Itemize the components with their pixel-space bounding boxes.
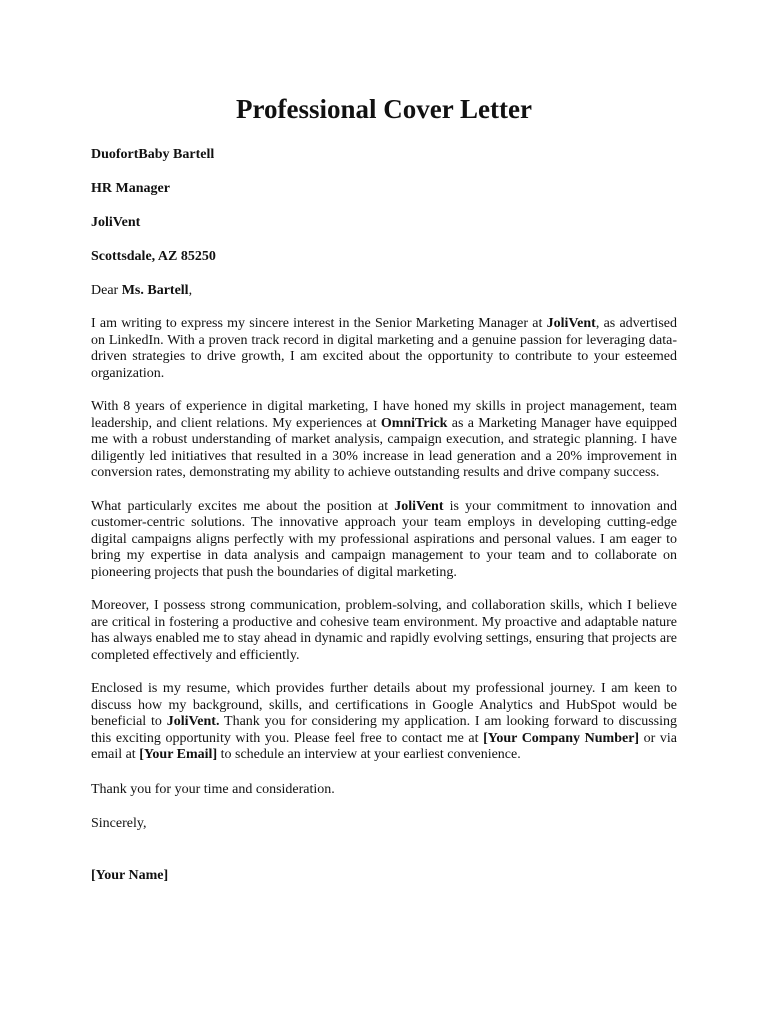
text-run: to schedule an interview at your earliest convenience. [217,747,521,762]
text-run: , as advertised on LinkedIn. With a proven track record in digital marketing and a genuine passion for leveraging data-driven strategies to drive growth, I am excited about the opportunity to contribute to your esteemed organization. [91,316,677,381]
paragraph-experience [91,399,677,482]
text-run: With 8 years of experience in digital marketing, I have honed my skills in project management, team leadership, and client relations. My experiences at [91,399,677,431]
text-run: as a Marketing Manager have equipped me with a robust understanding of market analysis, campaign execution, and strategic planning. I have diligently led initiatives that resulted in a 30% increase in lead generation and a 20% improvement in conversion rates, demonstrating my ability to achieve outstanding results and drive company success. [91,415,677,480]
company-name: JoliVent. [166,714,220,729]
company-name: JoliVent [546,316,596,331]
thanks-line: Thank you for your time and consideration. [91,781,335,797]
text-run: Moreover, I possess strong communication, problem-solving, and collaboration skills, which I believe are critical in fostering a productive and cohesive team environment. My proactive and adaptable nature has always enabled me to stay ahead in dynamic and rapidly evolving settings, ensuring that projects are completed effectively and efficiently. [91,598,677,663]
recipient-role: HR Manager [91,181,170,196]
paragraph-skills [91,598,677,664]
document-title: Professional Cover Letter [236,94,532,124]
recipient-name: DuofortBaby Bartell [91,147,215,162]
recipient-location: Scottsdale, AZ 85250 [91,249,216,264]
salutation [91,282,677,300]
phone-placeholder: [Your Company Number] [483,730,640,746]
paragraph-intro [91,316,677,382]
text-run: What particularly excites me about the position at [91,498,395,514]
signature-placeholder: [Your Name] [91,867,169,883]
paragraph-motivation [91,499,677,582]
text-run: Thank you for considering my application. I am looking forward to discussing this exciting opportunity with you. Please feel free to contact me at [91,714,678,746]
previous-employer: OmniTrick [380,415,448,431]
signoff: Sincerely, [91,815,147,831]
company-name: JoliVent [394,498,444,514]
salutation-name: Ms. Bartell [121,283,189,298]
text-run: I am writing to express my sincere interest in the Senior Marketing Manager at [91,316,547,331]
email-placeholder: [Your Email] [139,747,218,762]
text-run: Enclosed is my resume, which provides further details about my professional journey. I am keen to discuss how my background, skills, and certifications in Google Analytics and HubSpot would be beneficial to [91,681,677,729]
salutation-suffix: , [188,283,193,298]
cover-letter-page [91,90,677,885]
salutation-prefix: Dear [91,283,122,298]
text-run: or via email at [91,730,678,762]
text-run: is your commitment to innovation and customer-centric solutions. The innovative approach your team employs in developing cutting-edge digital campaigns aligns perfectly with my professional aspirations and personal values. I am eager to bring my expertise in data analysis and campaign management to your team and to collaborate on pioneering projects that push the boundaries of digital marketing. [91,498,677,580]
paragraph-closing [91,681,677,764]
recipient-company: JoliVent [91,215,141,230]
